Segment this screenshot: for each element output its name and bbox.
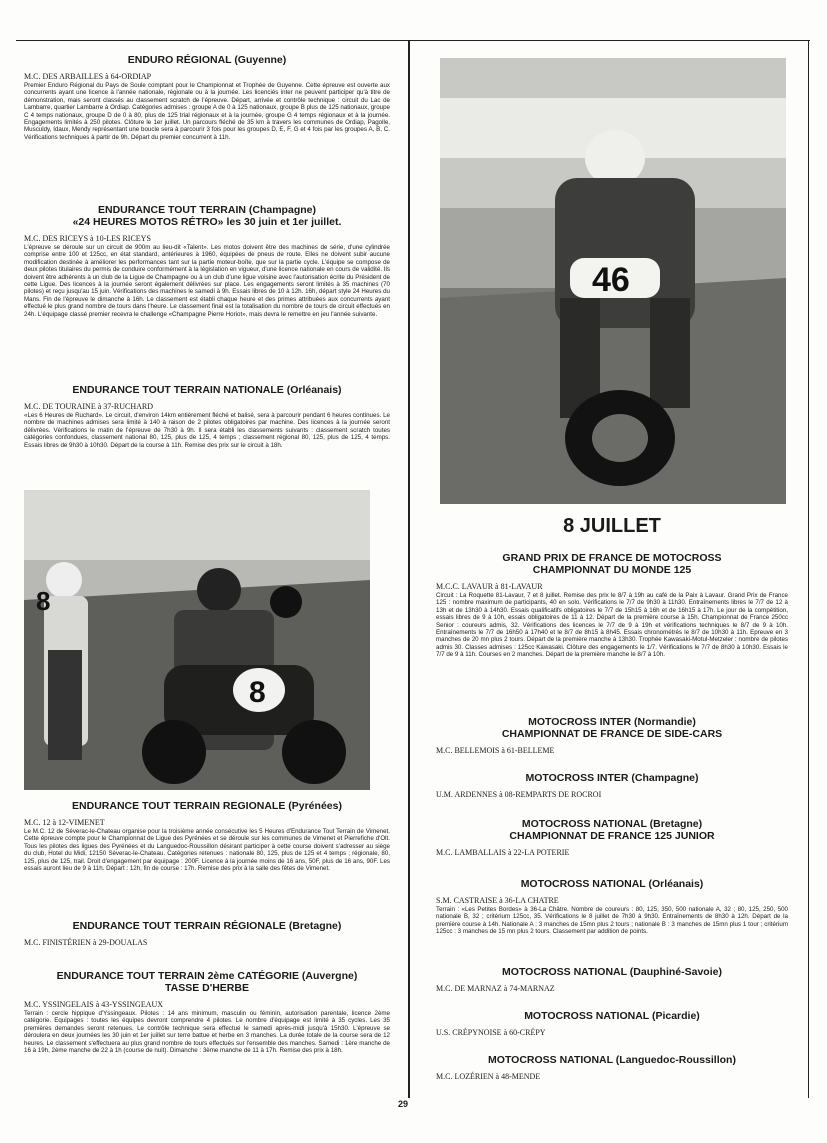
event-motocross-picardie: [436, 1010, 788, 1038]
event-motocross-dauphine: [436, 966, 788, 994]
event-motocross-languedoc: [436, 1054, 788, 1082]
event-body: «Les 6 Heures de Ruchard». Le circuit, d'environ 14km entièrement fléché et balisé, sera à parcourir pendant 6 heures continues. Le nombre de machines admises sera limité à 140 à raison de 2 pilotes obligatoires par machine. Des licences à la journée seront délivrées. Vérifications le matin de l'épreuve de 7h30 à 9h. Il sera établi les classements suivants : classement scratch toutes catégories confondues, classement national 80, 125, plus de 125, 4 temps ; classement régional 80, 125, plus de 125, 4 temps. Essais libres de 9h30 à 10h30. Départ de la course à 11h. Remise des prix sur le circuit à 18h.: [24, 412, 390, 449]
top-rule-left: [16, 40, 408, 41]
event-heading: ENDURANCE TOUT TERRAIN (Champagne): [98, 204, 316, 216]
event-club: M.C. LAMBALLAIS à 22-LA POTERIE: [436, 848, 570, 857]
number-plate-text: 8: [249, 676, 266, 709]
event-subheading: CHAMPIONNAT DE FRANCE 125 JUNIOR: [509, 830, 715, 842]
event-subheading: CHAMPIONNAT DU MONDE 125: [532, 564, 692, 576]
event-endurance-pyrenees: [24, 800, 390, 872]
event-heading: MOTOCROSS INTER (Champagne): [525, 772, 699, 784]
event-heading: MOTOCROSS NATIONAL (Dauphiné-Savoie): [502, 966, 722, 978]
event-subheading: TASSE D'HERBE: [165, 982, 249, 994]
event-motocross-bretagne: [436, 818, 788, 858]
event-club: U.S. CRÉPYNOISE à 60-CRÉPY: [436, 1028, 546, 1037]
event-club: M.C. LOZÉRIEN à 48-MENDE: [436, 1072, 541, 1081]
event-club: M.C. BELLEMOIS à 61-BELLEME: [436, 746, 555, 755]
event-heading: GRAND PRIX DE FRANCE DE MOTOCROSS: [502, 552, 722, 564]
event-heading: ENDURANCE TOUT TERRAIN 2ème CATÉGORIE (Auvergne): [56, 970, 358, 982]
event-club: M.C.C. LAVAUR à 81-LAVAUR: [436, 582, 543, 591]
event-motocross-champagne: [436, 772, 788, 800]
rider-number-text: 8: [36, 586, 51, 616]
event-gp-france: [436, 552, 788, 659]
event-heading: MOTOCROSS INTER (Normandie): [528, 716, 696, 728]
event-body: Circuit : La Roquette 81-Lavaur, 7 et 8 juillet. Remise des prix le 8/7 à 19h au café de la Paix à Lavaur. Grand Prix de France 125 : nombre maximum de participants, 40 en solo. Vérifications le 7/7 de 9h30 à 11h30. Entraînements libres le 7/7 de 12 à 13h et de 13h30 à 14h30. Essais qualificatifs obligatoires le 7/7 de 15h15 à 16h et de 16h15 à 17h. Le jour de la compétition, essais libres de 9 à 10h, essais obligatoires de 11 à 12. Départ de la première course à 15h. Championnat de France 250cc Senior : coureurs admis, 32. Vérifications des licences le 7/7 de 9 à 19h et vérifications techniques le 8/7 de 9 à 10h. Entraînements le 7/7 de 16h50 à 17h40 et le 8/7 de 8h15 à 8h45. Essais chronométrés le 8/7 de 10h30 à 11h. Epreuve en 3 manches de 20 mn plus 2 tours. Départ de la première manche à 13h30. Trophée Kawasaki-Motul-Metzeler : nombre de pilotes admis 30. Classes admises : 125cc Kawasaki. Clôture des engagements le 1/7. Vérifications le 7/7 de 8h30 à 10h30. Essais le 7/7 de 9 à 11h. Courses en 2 manches. Départ de la première manche le 8/7 à 10h.: [436, 592, 788, 659]
event-club: M.C. DE TOURAINE à 37-RUCHARD: [24, 402, 154, 411]
event-heading: ENDURO RÉGIONAL (Guyenne): [127, 54, 287, 66]
event-subheading: CHAMPIONNAT DE FRANCE DE SIDE-CARS: [501, 728, 723, 740]
event-motocross-normandie: [436, 716, 788, 756]
event-enduro-guyenne: [24, 54, 390, 141]
left-column: [24, 48, 390, 1098]
event-heading: ENDURANCE TOUT TERRAIN RÉGIONALE (Bretagne): [72, 920, 342, 932]
column-divider: [408, 40, 410, 1098]
photo-motocross-rider: [440, 58, 786, 504]
event-body: Premier Enduro Régional du Pays de Soule comptant pour le Championnat et Trophée de Guyenne. Cette épreuve est ouverte aux concurrents ayant une licence à l'année nationale, régionale ou à la journée. Les licenciés inter ne peuvent participer qu'à titre de démonstration, mais seront classés au classement scratch de l'épreuve. Départ, arrivée et contrôle technique : circuit du Lac de Lambarre, quartier Lambarre à Ordiap. Catégories admises : groupe A de 0 à 125 nationaux, groupe B plus de 125 nationaux, groupe C 4 temps nationaux, groupe D de 0 à 80, plus de 125 trial régionaux et à la journée, groupe G 4 temps régionaux et à la journée. Engagements limités à 250 pilotes. Clôture le 1er juillet. Un parcours fléché de 35 km à travers les communes de Ordiap, Pagolle, Musculdy, Idaux, Mendy représentant une boucle sera à parcourir 3 fois pour les groupes D, E, F, G et 4 fois par les groupes A, B, C. Vérifications techniques à partir de 9h. Départ du premier concurrent à 11h.: [24, 82, 390, 141]
event-heading: MOTOCROSS NATIONAL (Picardie): [524, 1010, 700, 1022]
event-club: M.C. DES ARBAILLES à 64-ORDIAP: [24, 72, 152, 81]
event-club: M.C. 12 à 12-VIMENET: [24, 818, 105, 827]
event-endurance-auvergne: [24, 970, 390, 1054]
event-club: S.M. CASTRAISE à 36-LA CHATRE: [436, 896, 559, 905]
event-endurance-orleanais: [24, 384, 390, 449]
event-body: Terrain : «Les Petites Bordes» à 36-La Châtre. Nombre de coureurs : 80, 125, 350, 500 nationale A, 32 ; 80, 125, 250, 500 nationale B, 32 ; critérium 125cc, 35. Vérifications le 8 juillet de 7h30 à 9h30. Entraînements de 8h30 à 12h. Départ de la première course à 14h. Nationale A : 3 manches de 15mn plus 2 tours ; nationale B : 3 manches de 15mn plus 1 tour ; critérium 125cc : 3 manches de 15 mn plus 2 tours. Classement par addition de points.: [436, 906, 788, 936]
event-body: Le M.C. 12 de Séverac-le-Chateau organise pour la troisième année consécutive les 5 Heures d'Endurance Tout Terrain de Vimenet. Cette épreuve compte pour le Championnat de Ligue des Pyrénées et se déroule sur les communes de Vimenet et Pierrefiche d'Olt. Tous les pilotes des ligues des Pyrénées et du Languedoc-Roussillon désirant participer à cette course doivent s'adresser au siège du club, Hotel du Midi, 12150 Séverac-le-Chateau. Catégories retenues : nationale 80, 125, plus de 125 et 4 temps ; régionale, 80, 125, plus de 125, trail. Droit d'engagement par équipage : 200F. Licence à la journée moins de 16 ans, 50F, plus de 16 ans, 90F. Les essais auront lieu de 9 à 11h. Départ : 12h, fin de course : 17h. Remise des prix à la salle des fêtes de Vimenet.: [24, 828, 390, 873]
event-endurance-champagne: [24, 204, 390, 318]
event-heading: ENDURANCE TOUT TERRAIN NATIONALE (Orléanais): [72, 384, 342, 396]
event-body: L'épreuve se déroule sur un circuit de 900m au lieu-dit «Talent». Les motos doivent être des machines de série, d'une cylindrée comprise entre 100 et 125cc, en état standard, antérieures à 1960, équipées de pneus de route. Elles ne doivent subir aucune modification destinée à améliorer les performances tant sur la partie moteur-boîte, que sur la partie cycle. L'équipe se compose de deux pilotes titulaires du permis de conduire conformément à la législation en vigueur, d'une licence nationale en cours de validité. Ils doivent être adhérents à un club de la Ligue de Champagne ou à un club d'une ligue voisine avec l'autorisation écrite du Président de cette Ligue. Des licences à la journée seront également délivrées sur place. Les engagements seront limités à 35 machines (70 pilotes) et reçu jusqu'au 15 juin. Vérifications des machines le samedi à 9h. Essais libres de 10 à 12h. 16h, départ style 24 Heures du Mans. Fin de l'épreuve le dimanche à 16h. Le classement est établi chaque heure et des primes attribuées aux concurrents ayant effectué le plus grand nombre de tours dans l'heure. Le classement final est la totalisation du nombre de tours de circuit effectués en 24h. L'équipage classé premier recevra le challenge «Champagne Pierre Horiot», mais devra le remettre en jeu l'année suivante.: [24, 244, 390, 318]
event-endurance-bretagne: [24, 920, 390, 948]
event-club: M.C. YSSINGELAIS à 43-YSSINGEAUX: [24, 1000, 164, 1009]
event-club: M.C. DES RICEYS à 10-LES RICEYS: [24, 234, 151, 243]
event-heading: MOTOCROSS NATIONAL (Orléanais): [520, 878, 704, 890]
right-column: [436, 48, 788, 1098]
event-motocross-orleanais: [436, 878, 788, 936]
event-club: M.C. FINISTÉRIEN à 29-DOUALAS: [24, 938, 148, 947]
date-heading: 8 JUILLET: [563, 515, 661, 537]
photo-riders-pit: [24, 490, 370, 790]
event-club: U.M. ARDENNES à 08-REMPARTS DE ROCROI: [436, 790, 602, 799]
event-heading: ENDURANCE TOUT TERRAIN REGIONALE (Pyrénées): [72, 800, 342, 812]
event-body: Terrain : cercle hippique d'Yssingeaux. Pilotes : 14 ans minimum, masculin ou féminin, autorisation parentale, licence 2ème catégorie. Equipages : toutes les équipes devront comprendre 4 pilotes. Le nombre d'équipage est limité à 35 cycles. Les 35 premières demandes seront retenues. Le contrôle technique sera effectué le samedi après-midi jusqu'à 15h30. L'épreuve se déroulera en deux journées les 30 juin et 1er juillet sur terre battue et herbe en 3 manches. La durée totale de la course sera de 12 heures. Le classement s'effectuera au plus grand nombre de tours effectués sur l'ensemble des manches. Samedi : 1ère manche de 16 à 19h, 2ème manche de 22 à 1h (course de nuit). Dimanche : 3ème manche de 11 à 17h. Remise des prix à 18h.: [24, 1010, 390, 1055]
event-heading: MOTOCROSS NATIONAL (Bretagne): [521, 818, 703, 830]
rider-number-text: 46: [592, 261, 630, 299]
event-club: M.C. DE MARNAZ à 74-MARNAZ: [436, 984, 555, 993]
event-subheading: «24 HEURES MOTOS RÉTRO» les 30 juin et 1er juillet.: [72, 216, 342, 228]
event-heading: MOTOCROSS NATIONAL (Languedoc-Roussillon): [488, 1054, 736, 1066]
page-number: 29: [398, 1099, 409, 1109]
right-rule: [808, 40, 809, 1098]
date-heading-block: [436, 514, 788, 538]
top-rule-right: [410, 40, 810, 41]
